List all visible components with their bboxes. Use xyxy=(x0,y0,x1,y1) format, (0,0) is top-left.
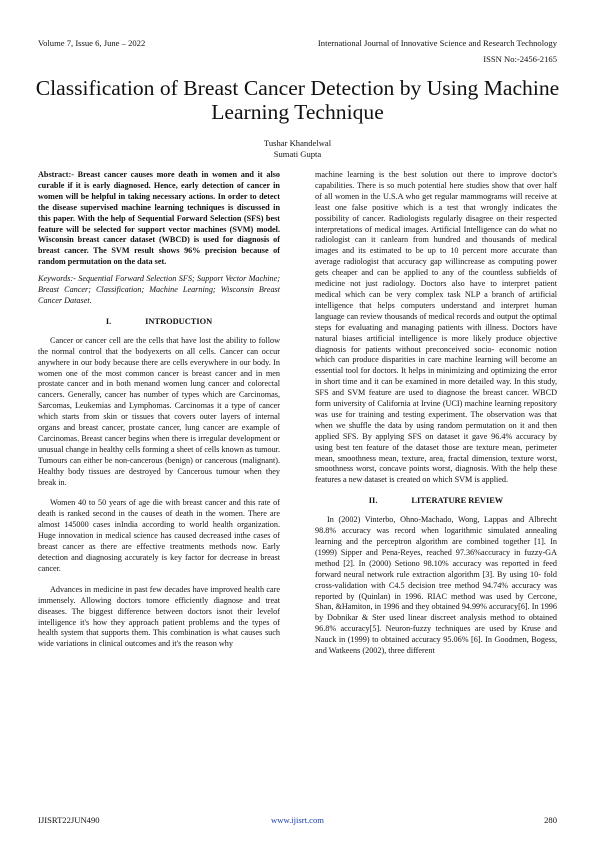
section-number: II. xyxy=(368,496,378,506)
section-number: I. xyxy=(105,316,112,326)
intro-paragraph: Women 40 to 50 years of age die with breast cancer and this rate of death is ranked second in the causes of death in the women. There are almost 145000 cases inIndia according to world health organization. Huge innovation in medical science has caused decreased inthe cases of breast cancer as there are effective treatments methods now. Early detection and diagnosing accurately is key factor for decrease in breast cancer. xyxy=(38,498,280,573)
section-title: INTRODUCTION xyxy=(145,316,213,326)
literature-paragraph: In (2002) Vinterbo, Ohno-Machado, Wong, Lappas and Albrecht 98.8% accuracy was record when logarithmic simulated annealing learning and the perceptron algorithm are combined together [1]. In (1999) Sipper and Pena-Reyes, reached 97.36%accuracy in fuzzy-GA method [2]. In (2000) Setiono 98.10% accuracy was reported in feed forward neural network rule extraction algorithm [3]. By using 10- fold cross-validation with C4.5 decision tree method 94.74% accuracy was reported by (Quinlan) in 1996. RIAC method was used by Cercone, Shan, &Hamiton, in 1996 and they obtained 94.99% accuracy[6]. In 1996 by Dobnikar & Ster used linear discreet analysis method to obtained 96.8% accuracy[5]. Neuron-fuzzy techniques are used by Kruse and Nauck in (1999) to obtained accuracy 95.06% [6]. In Goodmen, Bogess, and Watkeens (2002), three different xyxy=(315,515,557,656)
paper-id: IJISRT22JUN490 xyxy=(38,815,100,825)
section-heading-introduction xyxy=(38,317,280,328)
author-name: Tushar Khandelwal xyxy=(263,138,332,148)
volume-info: Volume 7, Issue 6, June – 2022 xyxy=(38,38,146,48)
journal-name: International Journal of Innovative Science and Research Technology xyxy=(317,38,557,48)
journal-website-link[interactable]: www.ijisrt.com xyxy=(271,815,324,825)
intro-paragraph: Advances in medicine in past few decades have improved health care immensely. Allowing doctors tomore efficiently diagnose and treat diseases. The biggest difference between doctors isnot their levelof intelligence it's how they approach patient problems and the types of health system that supports them. This combination is what causes such wide variations in clinical outcomes and it's the reason why xyxy=(38,584,280,649)
keywords: Keywords:- Sequential Forward Selection SFS; Support Vector Machine; Breast Cancer; Classification; Machine Learning; Wisconsin Breast Cancer Dataset. xyxy=(38,274,280,305)
author-list xyxy=(0,138,595,160)
issn: ISSN No:-2456-2165 xyxy=(483,54,557,64)
right-column xyxy=(315,170,557,657)
author-name: Sumati Gupta xyxy=(273,149,322,159)
section-title: LITERATURE REVIEW xyxy=(411,496,504,506)
intro-paragraph: Cancer or cancer cell are the cells that have lost the ability to follow the normal control that the bodyexerts on all cells. Cancer can occur anywhere in our body because there are cells everywhere in our body. In women one of the most common cancer is breast cancer and in men prostate cancer and in both menand women lung cancer and colorectal cancers. Generally, cancer has number of types which are Carcinomas, Sarcomas, Leukemias and Lymphomas. Carcinomas it a type of cancer which starts from skin or tissues that covers outer layers of internal organs and breast cancer, prostate cancer, lung cancer are example of Carcinomas. Breast cancer begins when there is irregular development or unusual change in healthy cells forming a sheet of cells known as tumour. Tumours can either be non-cancerous (benign) or cancerous (malignant). Healthy body tissues are destroyed by Cancerous tumour when they break in. xyxy=(38,335,280,487)
section-heading-literature-review xyxy=(315,496,557,507)
page-number: 280 xyxy=(544,815,557,825)
left-column xyxy=(38,170,280,650)
body-paragraph: machine learning is the best solution out there to improve doctor's capabilities. There is so much potential here studies show that over half of all women in the U.S.A who get regular mammograms will receive at least one false positive which is a test that wrongly indicates the possibility of cancer. Radiologists regularly disagree on their respected interpretations of medical images. Artificial Intelligence can do what no radiologist can it canlearn from hundred and thousands of medical images and its estimated to be up to 10 percent more accurate than average radiologist that accuracy gap willincrease as computing power gets cheaper and can be applied to any of the countless subfields of medicine not just radiology. Doctors also have to interpret patient medical which can be very complex task NLP a branch of artificial intelligence that helps computers understand and interpret human language can review thousands of medical records and output the optimal steps for evaluating and managing patients with illness. Doctors have natural biases artificial intelligence is more likely produce objective diagnosis for patients without preconceived socio- economic notion which can produce disparities in care machine learning will become an essential tool for doctors. It helps in minimizing and optimizing the error in short time and it can be examined in more detailed way. In this study, SFS and SVM feature are used to diagnose the breast cancer. WBCD form university of California at Irvine (UCI) machine learning repository was use for training and testing experiment. The observation was that when we shuffle the data by using random permutation on it and then applied SFS. By applying SFS on dataset it gave 96.4% accuracy by using best ten feature of the dataset those are texture mean, perimeter mean, smoothness mean, texture, area, fractal dimension, texture worst, smoothness worst, concave points worst, diagnosis. With the help these features a new dataset is created on which SVM is applied. xyxy=(315,170,557,485)
abstract: Abstract:- Breast cancer causes more death in women and it also curable if it is early diagnosed. Hence, early detection of cancer in women will be helpful in taking necessary actions. In order to detect the disease supervised machine learning techniques is discussed in this paper. With the help of Sequential Forward Selection (SFS) best feature will be selected for support vector machines (SVM) model. Wisconsin breast cancer dataset (WBCD) is used for diagnosis of breast cancer. The SVM result shows 96% precision because of random permutation on the data set. xyxy=(38,170,280,267)
paper-title: Classification of Breast Cancer Detection by Using Machine Learning Technique xyxy=(35,76,560,124)
